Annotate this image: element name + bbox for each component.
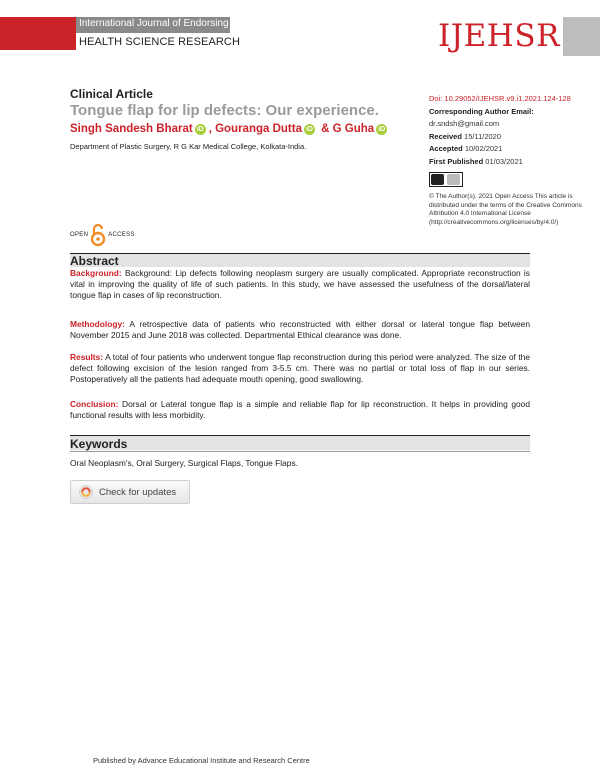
keywords-heading: Keywords [70,437,128,451]
corresponding-label: Corresponding Author Email: [429,106,534,116]
article-type: Clinical Article [70,87,153,101]
doi-link[interactable]: Doi: 10.29052/IJEHSR.v9.i1.2021.124-128 [429,94,571,103]
keywords-list: Oral Neoplasm's, Oral Surgery, Surgical Flaps, Tongue Flaps. [70,458,298,468]
header-grey-block [563,17,600,56]
keywords-heading-bar [70,436,530,450]
methodology-label: Methodology: [70,319,125,329]
author-name[interactable]: & G Guha [321,123,375,135]
author-name[interactable]: Gouranga Dutta [215,123,302,135]
accepted-date: 10/02/2021 [464,144,503,153]
keywords-underline [70,451,530,452]
conclusion-label: Conclusion: [70,399,119,409]
methodology-text: A retrospective data of patients who reconstructed with either dorsal or lateral tongue flap between November 2015 and June 2018 was collected. Departmental Ethical clearance was done. [70,319,530,341]
first-published-date: 01/03/2021 [485,156,523,166]
article-info [429,93,599,168]
author-list [70,123,390,135]
received-date: 15/11/2020 [464,131,502,141]
journal-logo: IJEHSR [438,18,560,54]
journal-name-line2: HEALTH SCIENCE RESEARCH [79,36,241,48]
journal-name-line1: International Journal of Endorsing [79,18,229,29]
author-separator: , [208,123,216,135]
journal-banner-red [0,17,76,50]
abstract-background [70,268,530,302]
accepted-label: Accepted [429,144,463,153]
results-text: A total of four patients who underwent tongue flap reconstruction during this period were analyzed. The size of the defect following excision of the lesion ranged from 3-5.5 cm. There was no partial or total loss of flap in our series. Postoperatively all the patients had adequate mouth opening, good swallowing. [70,352,530,385]
conclusion-text: Dorsal or Lateral tongue flap is a simple and reliable flap for lip reconstruction. It helps in providing good functional results with less morbidity. [70,399,530,421]
cc-by-license-icon[interactable] [429,172,463,187]
orcid-icon[interactable]: iD [196,125,204,133]
first-published-label: First Published [429,156,484,166]
abstract-conclusion [70,399,530,421]
open-access-left: OPEN [70,232,89,238]
results-label: Results: [70,352,104,362]
abstract-heading: Abstract [70,254,119,268]
abstract-results [70,352,530,386]
article-title: Tongue flap for lip defects: Our experience. [70,102,379,119]
abstract-methodology [70,319,530,341]
corresponding-email[interactable]: dr.sndsh@gmail.com [429,119,500,128]
check-for-updates-button[interactable] [70,480,190,504]
received-label: Received [429,131,462,141]
license-text: © The Author(s). 2021 Open Access This article is distributed under the terms of the Creative Commons Attribution 4.0 International License (http://creativecommons.org/licenses/by/4.0/) [429,193,582,226]
author-name[interactable]: Singh Sandesh Bharat [70,123,193,135]
background-text: Background: Lip defects following neoplasm surgery are usually complicated. Appropriate reconstruction is vital in improving the quality of life of such patients. In this study, we have assessed the usefulness of the dorsal/lateral tongue flap in cases of lip reconstruction. [70,268,530,301]
orcid-icon[interactable]: iD [378,125,386,133]
open-access-lock-icon [90,223,106,247]
affiliation: Department of Plastic Surgery, R G Kar Medical College, Kolkata-India. [70,142,307,151]
check-updates-label: Check for updates [99,486,177,498]
open-access-right: ACCESS [108,232,135,238]
background-label: Background: [70,268,122,278]
orcid-icon[interactable]: iD [305,125,313,133]
check-updates-icon [79,485,93,499]
open-access-badge [70,222,135,248]
abstract-heading-bar [70,254,530,267]
publisher-footer: Published by Advance Educational Institute and Research Centre [93,756,310,765]
